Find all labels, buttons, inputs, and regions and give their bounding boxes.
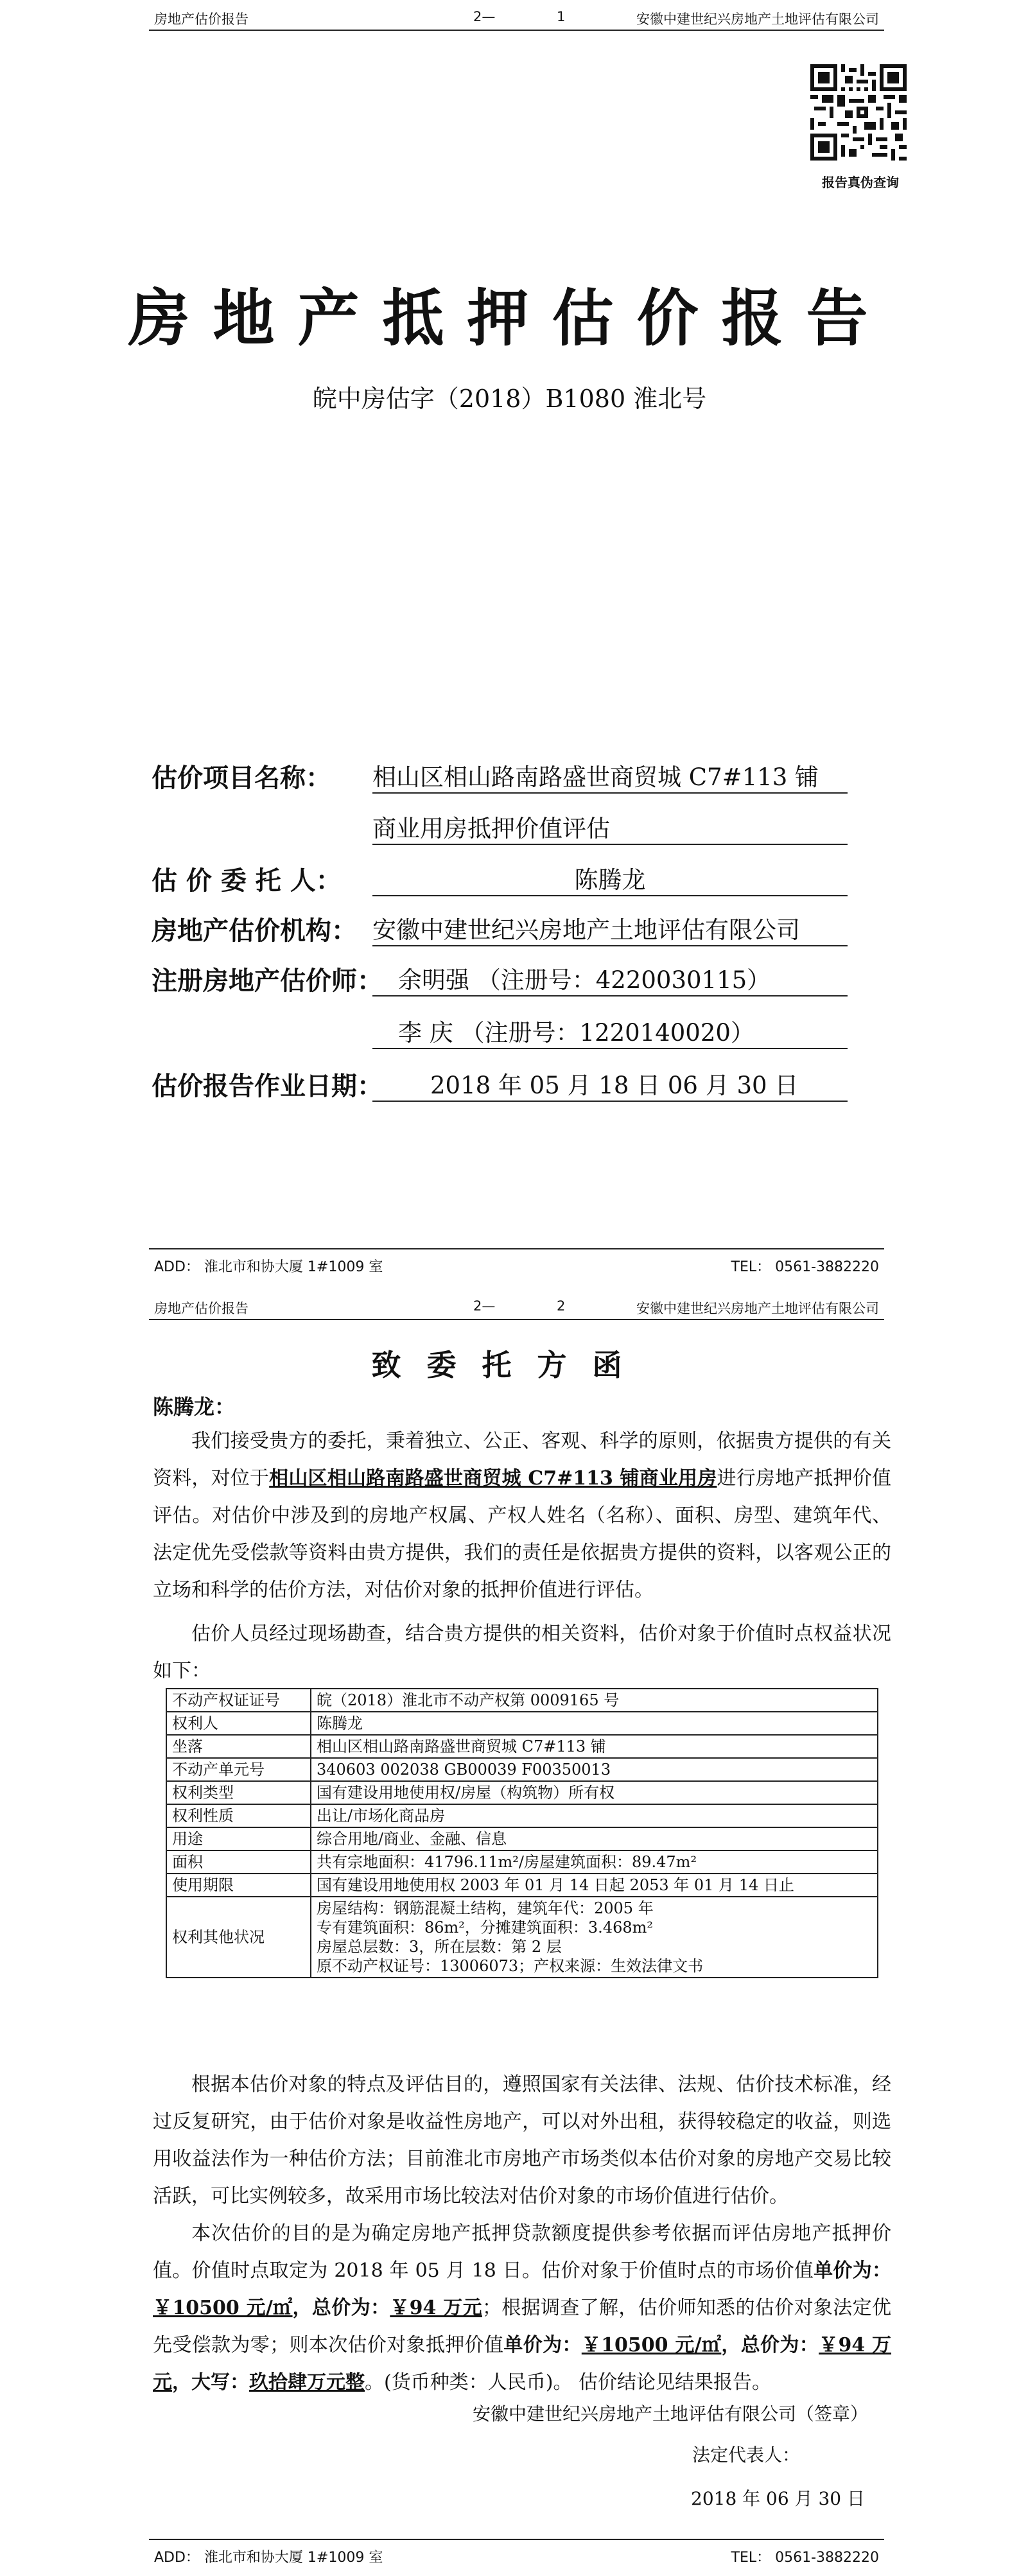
p4-text-m: 。(货币种类：人民币)。 估价结论见结果报告。 (365, 2371, 771, 2394)
p4-capital-label: ，大写： (172, 2371, 249, 2394)
running-footer (149, 2539, 884, 2566)
footer-tel: TEL： 0561-3882220 (731, 2550, 879, 2566)
header-left: 房地产估价报告 (154, 1301, 248, 1316)
rights-other-line: 专有建筑面积：86m²，分摊建筑面积：3.468m² (317, 1919, 654, 1936)
header-page-prefix: 2— (473, 1298, 496, 1314)
header-page-number: 2 (557, 1298, 566, 1314)
rights-table-value: 共有宗地面积：41796.11m²/房屋建筑面积：89.47m² (311, 1850, 878, 1874)
p1-property-address: 相山区相山路南路盛世商贸城 C7#113 铺商业用房 (269, 1467, 717, 1490)
p1-text-a: 我们接受贵方的委托，秉着独立、公正、客观、科学的原则，依据贵方提供的有关资料，对位于 (153, 1430, 891, 1490)
letter-paragraph-4 (153, 2215, 891, 2401)
rights-table-row (166, 1712, 878, 1735)
rights-table-key: 坐落 (166, 1735, 311, 1758)
rights-table-row (166, 1735, 878, 1758)
header-company: 安徽中建世纪兴房地产土地评估有限公司 (636, 1301, 879, 1316)
project-name-label: 估价项目名称： (152, 763, 331, 793)
rights-table-value: 相山区相山路南路盛世商贸城 C7#113 铺 (311, 1735, 878, 1758)
rights-table-row (166, 1827, 878, 1850)
rights-table-key: 不动产权证证号 (166, 1689, 311, 1712)
report-number: 皖中房估字（2018）B1080 淮北号 (312, 385, 707, 413)
rights-table-row-other (166, 1897, 878, 1978)
p4-market-total-price: ￥94 万元 (390, 2297, 482, 2319)
p4-total-label: ，总价为： (292, 2297, 390, 2319)
rights-table-value: 陈腾龙 (311, 1712, 878, 1735)
rights-table-value: 综合用地/商业、金融、信息 (311, 1827, 878, 1850)
appraiser-2: 李 庆 （注册号：1220140020） (372, 1013, 848, 1049)
rights-table-key: 权利其他状况 (166, 1897, 311, 1978)
rights-table-row (166, 1758, 878, 1781)
rights-table-value: 国有建设用地使用权 2003 年 01 月 14 日起 2053 年 01 月 14 日止 (311, 1874, 878, 1897)
p4-total-label-2: ，总价为： (721, 2334, 819, 2356)
p4-text-a: 本次估价的目的是为确定房地产抵押贷款额度提供参考依据而评估房地产抵押价值。价值时点取定为 2018 年 05 月 18 日。估价对象于价值时点的市场价值 (153, 2222, 891, 2282)
rights-table-row (166, 1850, 878, 1874)
footer-address: ADD： 淮北市和协大厦 1#1009 室 (154, 1259, 383, 1275)
client-value: 陈腾龙 (372, 860, 848, 896)
rights-table-key: 权利人 (166, 1712, 311, 1735)
p4-capital-amount: 玖拾肆万元整 (249, 2371, 365, 2394)
rights-table-value: 340603 002038 GB00039 F00350013 (311, 1758, 878, 1781)
header-page-prefix: 2— (473, 9, 496, 24)
project-name-line1: 相山区相山路南路盛世商贸城 C7#113 铺 (372, 758, 848, 794)
header-page-number: 1 (557, 9, 566, 24)
p4-text-f: ；根据调查了解，估价师知悉的估价对象法定优先受偿款为零；则本次估价对象抵押价值 (153, 2297, 892, 2356)
p4-mortgage-unit-price: ￥10500 元/㎡ (581, 2334, 722, 2356)
rights-table-key: 不动产单元号 (166, 1758, 311, 1781)
rights-table-row (166, 1781, 878, 1804)
p4-unit-label-2: 单价为： (503, 2334, 582, 2356)
agency-label: 房地产估价机构： (152, 916, 357, 946)
client-label: 估 价 委 托 人： (152, 866, 342, 896)
rights-table-value (311, 1897, 878, 1978)
rights-table-key: 权利性质 (166, 1804, 311, 1827)
rights-table-value: 皖（2018）淮北市不动产权第 0009165 号 (311, 1689, 878, 1712)
agency-value: 安徽中建世纪兴房地产土地评估有限公司 (372, 910, 848, 946)
header-company: 安徽中建世纪兴房地产土地评估有限公司 (636, 12, 879, 27)
project-name-line2: 商业用房抵押价值评估 (372, 809, 848, 845)
header-left: 房地产估价报告 (154, 12, 248, 27)
rights-table-value: 国有建设用地使用权/房屋（构筑物）所有权 (311, 1781, 878, 1804)
p4-market-unit-price: ￥10500 元/㎡ (153, 2297, 293, 2319)
appraiser-1: 余明强 （注册号：4220030115） (372, 961, 848, 996)
p4-unit-label: 单价为： (814, 2259, 891, 2282)
letter-salutation: 陈腾龙： (153, 1395, 236, 1419)
p4-mortgage-total-price: ￥94 万元 (153, 2334, 892, 2394)
footer-tel: TEL： 0561-3882220 (731, 1259, 879, 1275)
rights-table-key: 面积 (166, 1850, 311, 1874)
running-header (149, 1294, 884, 1320)
rights-table-row (166, 1689, 878, 1712)
rights-table-row (166, 1874, 878, 1897)
signature-representative: 法定代表人： (692, 2444, 801, 2466)
report-date-value: 2018 年 05 月 18 日 06 月 30 日 (372, 1066, 848, 1102)
p1-text-c: 进行房地产抵押价值评估。对估价中涉及到的房地产权属、产权人姓名（名称）、面积、房型、建筑年代、法定优先受偿款等资料由贵方提供，我们的责任是依据贵方提供的资料，以客观公正的立场和科学的估价方法，对估价对象的抵押价值进行评估。 (153, 1467, 892, 1601)
signature-date: 2018 年 06 月 30 日 (691, 2488, 866, 2509)
report-date-label: 估价报告作业日期： (152, 1071, 383, 1101)
rights-other-line: 房屋结构：钢筋混凝土结构，建筑年代：2005 年 (317, 1899, 654, 1917)
report-title: 房地产抵押估价报告 (128, 282, 891, 354)
letter-title: 致委托方函 (371, 1348, 648, 1382)
rights-table-value: 出让/市场化商品房 (311, 1804, 878, 1827)
rights-table-key: 用途 (166, 1827, 311, 1850)
rights-table-key: 权利类型 (166, 1781, 311, 1804)
rights-table (166, 1688, 878, 1978)
rights-other-line: 房屋总层数：3，所在层数：第 2 层 (317, 1938, 562, 1956)
rights-other-line: 原不动产权证号：13006073；产权来源：生效法律文书 (317, 1957, 704, 1975)
letter-paragraph-1 (153, 1423, 891, 1609)
rights-table-key: 使用期限 (166, 1874, 311, 1897)
appraiser-label: 注册房地产估价师： (152, 966, 383, 996)
letter-paragraph-3: 根据本估价对象的特点及评估目的，遵照国家有关法律、法规、估价技术标准，经过反复研究，由于估价对象是收益性房地产，可以对外出租，获得较稳定的收益，则选用收益法作为一种估价方法；目前淮北市房地产市场类似本估价对象的房地产交易比较活跃，可比实例较多，故采用市场比较法对估价对象的市场价值进行估价。 (153, 2073, 891, 2207)
signature-company: 安徽中建世纪兴房地产土地评估有限公司（签章） (473, 2403, 869, 2424)
rights-table-row (166, 1804, 878, 1827)
letter-paragraph-2: 估价人员经过现场勘查，结合贵方提供的相关资料，估价对象于价值时点权益状况如下： (153, 1623, 891, 1682)
qr-caption: 报告真伪查询 (822, 175, 899, 190)
footer-address: ADD： 淮北市和协大厦 1#1009 室 (154, 2550, 383, 2566)
